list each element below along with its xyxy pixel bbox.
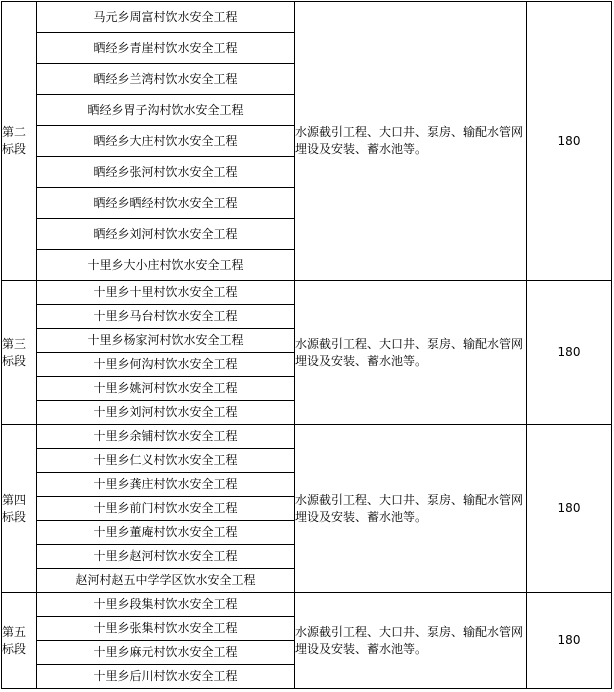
segment-label-line: 标段 [2, 641, 27, 656]
bid-section-table [1, 1, 612, 689]
amount-cell: 180 [527, 425, 612, 593]
project-name-cell: 十里乡后川村饮水安全工程 [37, 665, 295, 689]
project-name-cell: 十里乡何沟村饮水安全工程 [37, 353, 295, 377]
segment-label-line: 标段 [2, 142, 27, 156]
project-name-cell: 十里乡张集村饮水安全工程 [37, 617, 295, 641]
project-name-cell: 十里乡前门村饮水安全工程 [37, 497, 295, 521]
segment-cell [2, 281, 37, 425]
amount-cell: 180 [527, 593, 612, 689]
project-name-cell: 晒经乡兰湾村饮水安全工程 [37, 64, 295, 95]
project-name-cell: 晒经乡张河村饮水安全工程 [37, 157, 295, 188]
project-name-cell: 十里乡杨家河村饮水安全工程 [37, 329, 295, 353]
segment-label-line: 标段 [2, 509, 27, 524]
segment-label-line: 标段 [2, 353, 27, 368]
segment-cell [2, 593, 37, 689]
segment-label-line: 第三 [2, 336, 27, 351]
construction-content-cell: 水源截引工程、大口井、泵房、输配水管网埋设及安装、蓄水池等。 [295, 2, 527, 281]
segment-label-line: 第四 [2, 492, 27, 507]
project-name-cell: 晒经乡大庄村饮水安全工程 [37, 126, 295, 157]
construction-content-cell: 水源截引工程、大口井、泵房、输配水管网埋设及安装、蓄水池等。 [295, 425, 527, 593]
segment-label-line: 第二 [2, 125, 27, 139]
table-body [2, 2, 612, 689]
project-name-cell: 十里乡麻元村饮水安全工程 [37, 641, 295, 665]
project-name-cell: 十里乡大小庄村饮水安全工程 [37, 250, 295, 281]
segment-cell [2, 2, 37, 281]
amount-cell: 180 [527, 2, 612, 281]
project-name-cell: 晒经乡青崖村饮水安全工程 [37, 33, 295, 64]
project-name-cell: 晒经乡刘河村饮水安全工程 [37, 219, 295, 250]
construction-content-cell: 水源截引工程、大口井、泵房、输配水管网埋设及安装、蓄水池等。 [295, 593, 527, 689]
construction-content-cell: 水源截引工程、大口井、泵房、输配水管网埋设及安装、蓄水池等。 [295, 281, 527, 425]
project-name-cell: 十里乡仁义村饮水安全工程 [37, 449, 295, 473]
table-row [2, 281, 612, 305]
project-name-cell: 十里乡余铺村饮水安全工程 [37, 425, 295, 449]
project-name-cell: 十里乡十里村饮水安全工程 [37, 281, 295, 305]
project-name-cell: 马元乡周富村饮水安全工程 [37, 2, 295, 33]
project-name-cell: 十里乡段集村饮水安全工程 [37, 593, 295, 617]
project-name-cell: 赵河村赵五中学学区饮水安全工程 [37, 569, 295, 593]
project-name-cell: 十里乡姚河村饮水安全工程 [37, 377, 295, 401]
amount-cell: 180 [527, 281, 612, 425]
project-name-cell: 十里乡龚庄村饮水安全工程 [37, 473, 295, 497]
project-name-cell: 十里乡马台村饮水安全工程 [37, 305, 295, 329]
project-name-cell: 晒经乡胃子沟村饮水安全工程 [37, 95, 295, 126]
project-name-cell: 十里乡赵河村饮水安全工程 [37, 545, 295, 569]
table-row [2, 425, 612, 449]
segment-label-line: 第五 [2, 624, 27, 639]
table-row [2, 2, 612, 33]
table-row [2, 593, 612, 617]
project-name-cell: 十里乡刘河村饮水安全工程 [37, 401, 295, 425]
project-name-cell: 十里乡董庵村饮水安全工程 [37, 521, 295, 545]
project-name-cell: 晒经乡晒经村饮水安全工程 [37, 188, 295, 219]
segment-cell [2, 425, 37, 593]
